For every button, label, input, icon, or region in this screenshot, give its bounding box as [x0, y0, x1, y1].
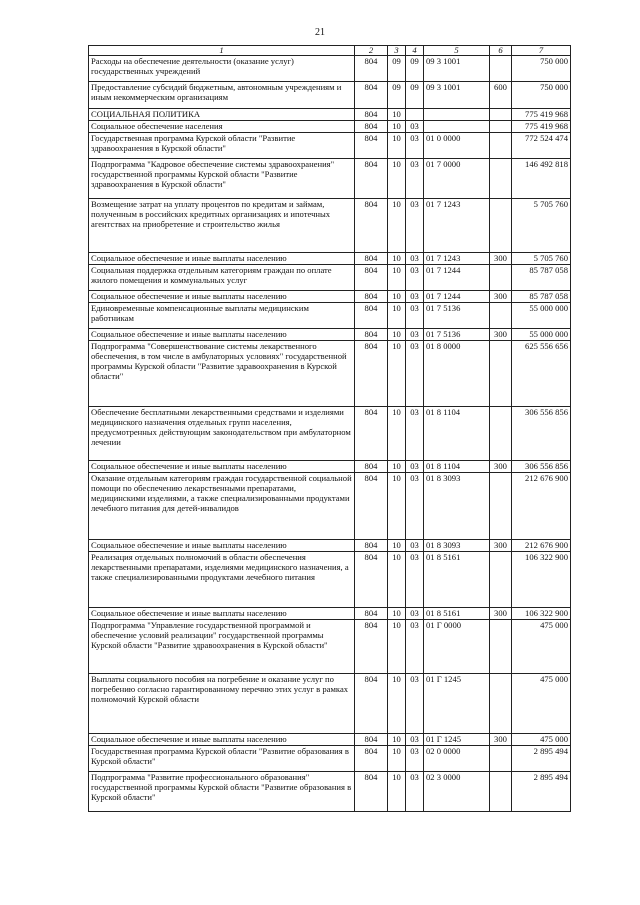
section-code-cell: 10 — [388, 121, 406, 133]
grbs-code-cell: 804 — [355, 341, 388, 407]
row-name-cell: СОЦИАЛЬНАЯ ПОЛИТИКА — [89, 109, 355, 121]
section-code-cell: 10 — [388, 159, 406, 199]
subsection-code-cell: 03 — [406, 121, 424, 133]
grbs-code-cell: 804 — [355, 329, 388, 341]
grbs-code-cell: 804 — [355, 734, 388, 746]
amount-cell: 306 556 856 — [512, 461, 571, 473]
row-name-cell: Социальное обеспечение и иные выплаты населению — [89, 329, 355, 341]
row-name-cell: Возмещение затрат на уплату процентов по кредитам и займам, полученным в российских кредитных организациях и ипотечных агентствах на приобретение и строительство жилья — [89, 199, 355, 253]
subsection-code-cell: 03 — [406, 303, 424, 329]
target-article-cell — [424, 109, 490, 121]
expense-type-cell — [490, 159, 512, 199]
page-number: 21 — [315, 27, 325, 38]
expense-type-cell — [490, 341, 512, 407]
row-name-cell: Социальное обеспечение и иные выплаты населению — [89, 734, 355, 746]
column-number-row — [89, 46, 571, 56]
expense-type-cell — [490, 133, 512, 159]
column-header: 5 — [424, 46, 490, 56]
grbs-code-cell: 804 — [355, 291, 388, 303]
target-article-cell — [424, 121, 490, 133]
subsection-code-cell: 03 — [406, 746, 424, 772]
subsection-code-cell: 09 — [406, 82, 424, 109]
table-row — [89, 303, 571, 329]
section-code-cell: 10 — [388, 253, 406, 265]
subsection-code-cell: 03 — [406, 253, 424, 265]
amount-cell: 106 322 900 — [512, 552, 571, 608]
section-code-cell: 10 — [388, 341, 406, 407]
section-code-cell: 10 — [388, 746, 406, 772]
table-row — [89, 329, 571, 341]
subsection-code-cell: 03 — [406, 461, 424, 473]
section-code-cell: 10 — [388, 407, 406, 461]
column-header: 6 — [490, 46, 512, 56]
section-code-cell: 10 — [388, 620, 406, 674]
target-article-cell: 01 7 1244 — [424, 291, 490, 303]
column-header: 3 — [388, 46, 406, 56]
grbs-code-cell: 804 — [355, 608, 388, 620]
table-row — [89, 199, 571, 253]
amount-cell: 212 676 900 — [512, 473, 571, 540]
amount-cell: 212 676 900 — [512, 540, 571, 552]
row-name-cell: Подпрограмма "Совершенствование системы лекарственного обеспечения, в том числе в амбулаторных условиях" государственной программы Курской области "Развитие здравоохранения в Курской области" — [89, 341, 355, 407]
target-article-cell: 01 8 1104 — [424, 407, 490, 461]
expense-type-cell — [490, 121, 512, 133]
budget-table — [88, 45, 571, 812]
target-article-cell: 01 0 0000 — [424, 133, 490, 159]
row-name-cell: Социальная поддержка отдельным категориям граждан по оплате жилого помещения и коммунальных услуг — [89, 265, 355, 291]
subsection-code-cell: 03 — [406, 552, 424, 608]
expense-type-cell: 300 — [490, 291, 512, 303]
table-row — [89, 620, 571, 674]
row-name-cell: Социальное обеспечение и иные выплаты населению — [89, 540, 355, 552]
subsection-code-cell: 03 — [406, 133, 424, 159]
target-article-cell: 01 Г 1245 — [424, 674, 490, 734]
table-row — [89, 133, 571, 159]
target-article-cell: 01 Г 0000 — [424, 620, 490, 674]
section-code-cell: 10 — [388, 772, 406, 812]
subsection-code-cell: 03 — [406, 620, 424, 674]
expense-type-cell — [490, 772, 512, 812]
table-row — [89, 473, 571, 540]
section-code-cell: 10 — [388, 329, 406, 341]
amount-cell: 475 000 — [512, 734, 571, 746]
target-article-cell: 01 8 3093 — [424, 540, 490, 552]
row-name-cell: Подпрограмма "Кадровое обеспечение системы здравоохранения" государственной программы Курской области "Развитие здравоохранения в Курской области" — [89, 159, 355, 199]
table-row — [89, 341, 571, 407]
table-row — [89, 608, 571, 620]
section-code-cell: 10 — [388, 133, 406, 159]
subsection-code-cell: 03 — [406, 674, 424, 734]
grbs-code-cell: 804 — [355, 82, 388, 109]
section-code-cell: 10 — [388, 674, 406, 734]
table-row — [89, 253, 571, 265]
grbs-code-cell: 804 — [355, 199, 388, 253]
expense-type-cell — [490, 746, 512, 772]
table-row — [89, 772, 571, 812]
subsection-code-cell: 03 — [406, 734, 424, 746]
subsection-code-cell: 03 — [406, 473, 424, 540]
table-row — [89, 56, 571, 82]
table-row — [89, 552, 571, 608]
section-code-cell: 09 — [388, 82, 406, 109]
amount-cell: 5 705 760 — [512, 199, 571, 253]
expense-type-cell — [490, 265, 512, 291]
row-name-cell: Реализация отдельных полномочий в области обеспечения лекарственными препаратами, изделиями медицинского назначения, а также специализированными продуктами лечебного питания — [89, 552, 355, 608]
amount-cell: 750 000 — [512, 56, 571, 82]
expense-type-cell — [490, 199, 512, 253]
section-code-cell: 09 — [388, 56, 406, 82]
subsection-code-cell: 03 — [406, 772, 424, 812]
row-name-cell: Государственная программа Курской области "Развитие здравоохранения в Курской области" — [89, 133, 355, 159]
table-row — [89, 540, 571, 552]
grbs-code-cell: 804 — [355, 303, 388, 329]
grbs-code-cell: 804 — [355, 253, 388, 265]
amount-cell: 55 000 000 — [512, 303, 571, 329]
target-article-cell: 01 7 5136 — [424, 303, 490, 329]
table-row — [89, 674, 571, 734]
section-code-cell: 10 — [388, 109, 406, 121]
grbs-code-cell: 804 — [355, 407, 388, 461]
row-name-cell: Социальное обеспечение и иные выплаты населению — [89, 291, 355, 303]
expense-type-cell: 300 — [490, 608, 512, 620]
target-article-cell: 01 8 1104 — [424, 461, 490, 473]
row-name-cell: Выплаты социального пособия на погребение и оказание услуг по погребению согласно гарантированному перечню этих услуг в рамках полномочий Курской области — [89, 674, 355, 734]
amount-cell: 306 556 856 — [512, 407, 571, 461]
expense-type-cell: 300 — [490, 461, 512, 473]
amount-cell: 625 556 656 — [512, 341, 571, 407]
row-name-cell: Подпрограмма "Управление государственной программой и обеспечение условий реализации" государственной программы Курской области "Развитие здравоохранения в Курской области" — [89, 620, 355, 674]
grbs-code-cell: 804 — [355, 540, 388, 552]
target-article-cell: 01 8 0000 — [424, 341, 490, 407]
target-article-cell: 01 7 1243 — [424, 253, 490, 265]
subsection-code-cell: 03 — [406, 265, 424, 291]
row-name-cell: Обеспечение бесплатными лекарственными средствами и изделиями медицинского назначения отдельных групп населения, предусмотренных действующим законодательством при амбулаторном лечении — [89, 407, 355, 461]
expense-type-cell — [490, 552, 512, 608]
expense-type-cell: 300 — [490, 540, 512, 552]
amount-cell: 2 895 494 — [512, 772, 571, 812]
section-code-cell: 10 — [388, 303, 406, 329]
section-code-cell: 10 — [388, 540, 406, 552]
row-name-cell: Предоставление субсидий бюджетным, автономным учреждениям и иным некоммерческим организациям — [89, 82, 355, 109]
amount-cell: 55 000 000 — [512, 329, 571, 341]
expense-type-cell — [490, 620, 512, 674]
amount-cell: 2 895 494 — [512, 746, 571, 772]
table-body — [89, 56, 571, 812]
amount-cell: 475 000 — [512, 674, 571, 734]
grbs-code-cell: 804 — [355, 552, 388, 608]
section-code-cell: 10 — [388, 265, 406, 291]
amount-cell: 775 419 968 — [512, 109, 571, 121]
column-header: 2 — [355, 46, 388, 56]
target-article-cell: 01 8 5161 — [424, 552, 490, 608]
table-row — [89, 109, 571, 121]
target-article-cell: 01 8 5161 — [424, 608, 490, 620]
subsection-code-cell — [406, 109, 424, 121]
target-article-cell: 01 Г 1245 — [424, 734, 490, 746]
target-article-cell: 01 8 3093 — [424, 473, 490, 540]
row-name-cell: Социальное обеспечение и иные выплаты населению — [89, 253, 355, 265]
grbs-code-cell: 804 — [355, 109, 388, 121]
amount-cell: 146 492 818 — [512, 159, 571, 199]
grbs-code-cell: 804 — [355, 746, 388, 772]
amount-cell: 5 705 760 — [512, 253, 571, 265]
expense-type-cell: 300 — [490, 253, 512, 265]
column-header: 7 — [512, 46, 571, 56]
amount-cell: 106 322 900 — [512, 608, 571, 620]
subsection-code-cell: 03 — [406, 608, 424, 620]
subsection-code-cell: 03 — [406, 199, 424, 253]
table-row — [89, 265, 571, 291]
subsection-code-cell: 03 — [406, 407, 424, 461]
target-article-cell: 02 3 0000 — [424, 772, 490, 812]
row-name-cell: Социальное обеспечение и иные выплаты населению — [89, 608, 355, 620]
section-code-cell: 10 — [388, 608, 406, 620]
section-code-cell: 10 — [388, 552, 406, 608]
amount-cell: 475 000 — [512, 620, 571, 674]
expense-type-cell — [490, 56, 512, 82]
expense-type-cell — [490, 303, 512, 329]
row-name-cell: Социальное обеспечение и иные выплаты населению — [89, 461, 355, 473]
subsection-code-cell: 03 — [406, 159, 424, 199]
amount-cell: 750 000 — [512, 82, 571, 109]
target-article-cell: 01 7 0000 — [424, 159, 490, 199]
table-row — [89, 159, 571, 199]
grbs-code-cell: 804 — [355, 461, 388, 473]
table-row — [89, 407, 571, 461]
row-name-cell: Подпрограмма "Развитие профессионального образования" государственной программы Курской области "Развитие образования в Курской области" — [89, 772, 355, 812]
table-row — [89, 746, 571, 772]
expense-type-cell — [490, 109, 512, 121]
target-article-cell: 01 7 1244 — [424, 265, 490, 291]
row-name-cell: Единовременные компенсационные выплаты медицинским работникам — [89, 303, 355, 329]
table-row — [89, 82, 571, 109]
expense-type-cell — [490, 674, 512, 734]
section-code-cell: 10 — [388, 473, 406, 540]
row-name-cell: Социальное обеспечение населения — [89, 121, 355, 133]
subsection-code-cell: 03 — [406, 341, 424, 407]
amount-cell: 85 787 058 — [512, 291, 571, 303]
grbs-code-cell: 804 — [355, 159, 388, 199]
section-code-cell: 10 — [388, 199, 406, 253]
amount-cell: 775 419 968 — [512, 121, 571, 133]
expense-type-cell — [490, 473, 512, 540]
subsection-code-cell: 03 — [406, 291, 424, 303]
target-article-cell: 01 7 5136 — [424, 329, 490, 341]
expense-type-cell: 300 — [490, 734, 512, 746]
expense-type-cell: 300 — [490, 329, 512, 341]
grbs-code-cell: 804 — [355, 772, 388, 812]
expense-type-cell — [490, 407, 512, 461]
expense-type-cell: 600 — [490, 82, 512, 109]
grbs-code-cell: 804 — [355, 56, 388, 82]
row-name-cell: Государственная программа Курской области "Развитие образования в Курской области" — [89, 746, 355, 772]
grbs-code-cell: 804 — [355, 473, 388, 540]
amount-cell: 772 524 474 — [512, 133, 571, 159]
table-row — [89, 734, 571, 746]
grbs-code-cell: 804 — [355, 674, 388, 734]
table-row — [89, 461, 571, 473]
subsection-code-cell: 09 — [406, 56, 424, 82]
subsection-code-cell: 03 — [406, 540, 424, 552]
column-header: 1 — [89, 46, 355, 56]
grbs-code-cell: 804 — [355, 133, 388, 159]
grbs-code-cell: 804 — [355, 265, 388, 291]
row-name-cell: Расходы на обеспечение деятельности (оказание услуг) государственных учреждений — [89, 56, 355, 82]
target-article-cell: 02 0 0000 — [424, 746, 490, 772]
section-code-cell: 10 — [388, 461, 406, 473]
table-row — [89, 121, 571, 133]
target-article-cell: 09 3 1001 — [424, 82, 490, 109]
grbs-code-cell: 804 — [355, 620, 388, 674]
amount-cell: 85 787 058 — [512, 265, 571, 291]
table-row — [89, 291, 571, 303]
target-article-cell: 01 7 1243 — [424, 199, 490, 253]
subsection-code-cell: 03 — [406, 329, 424, 341]
column-header: 4 — [406, 46, 424, 56]
row-name-cell: Оказание отдельным категориям граждан государственной социальной помощи по обеспечению лекарственными препаратами, медицинскими изделиями, а также специализированными продуктами лечебного питания для детей-инвалидов — [89, 473, 355, 540]
section-code-cell: 10 — [388, 291, 406, 303]
grbs-code-cell: 804 — [355, 121, 388, 133]
target-article-cell: 09 3 1001 — [424, 56, 490, 82]
section-code-cell: 10 — [388, 734, 406, 746]
